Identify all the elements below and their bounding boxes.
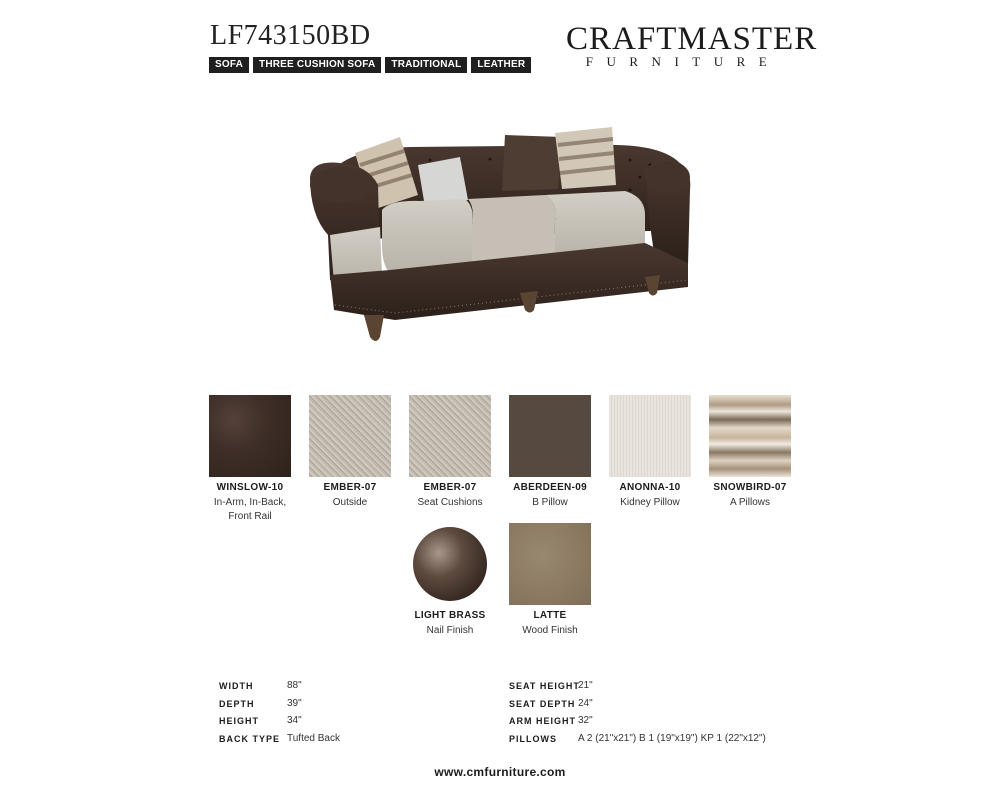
swatch-ember-07-seat [409, 395, 491, 477]
tag-traditional: TRADITIONAL [385, 57, 467, 73]
swatch-desc-anonna-10: Kidney Pillow [620, 497, 680, 508]
spec-key-back-type: BACK TYPE [219, 734, 281, 744]
swatch-name-ember-07-outside: EMBER-07 [323, 482, 377, 493]
spec-value-height: 34" [287, 715, 302, 726]
swatch-aberdeen-09 [509, 395, 591, 477]
tag-three-cushion-sofa: THREE CUSHION SOFA [253, 57, 381, 73]
swatch-name-snowbird-07: SNOWBIRD-07 [713, 482, 787, 493]
brand-name: CRAFTMASTER [566, 21, 818, 57]
swatch-desc-ember-07-outside: Outside [332, 497, 368, 508]
spec-key-seat-depth: SEAT DEPTH [509, 699, 576, 709]
spec-key-width: WIDTH [219, 681, 254, 691]
swatch-desc-snowbird-07: A Pillows [729, 497, 770, 508]
sofa-image [300, 115, 700, 350]
swatch-name-anonna-10: ANONNA-10 [619, 482, 681, 493]
swatch-snowbird-07 [709, 395, 791, 477]
swatch-desc-latte: Wood Finish [522, 625, 578, 636]
spec-value-seat-height: 21" [578, 680, 593, 691]
swatch-latte-wood [509, 523, 591, 605]
website-link[interactable]: www.cmfurniture.com [434, 765, 566, 779]
swatch-name-ember-07-seat: EMBER-07 [423, 482, 477, 493]
swatch-name-latte: LATTE [533, 610, 567, 621]
swatch-ember-07-outside [309, 395, 391, 477]
spec-key-height: HEIGHT [219, 716, 260, 726]
tag-leather: LEATHER [471, 57, 531, 73]
tag-sofa: SOFA [209, 57, 249, 73]
product-sku: LF743150BD [210, 20, 371, 51]
spec-key-depth: DEPTH [219, 699, 255, 709]
spec-value-pillows: A 2 (21"x21") B 1 (19"x19") KP 1 (22"x12") [578, 733, 766, 744]
product-tags [209, 57, 531, 73]
spec-value-back-type: Tufted Back [287, 733, 340, 744]
brand-logo [566, 21, 818, 69]
swatch-name-aberdeen-09: ABERDEEN-09 [513, 482, 587, 493]
brand-subtitle: FURNITURE [585, 54, 781, 69]
swatch-desc-light-brass: Nail Finish [426, 625, 474, 636]
spec-key-seat-height: SEAT HEIGHT [509, 681, 580, 691]
swatch-name-light-brass: LIGHT BRASS [414, 610, 486, 621]
spec-value-arm-height: 32" [578, 715, 593, 726]
swatch-winslow-10 [209, 395, 291, 477]
swatch-desc-winslow-10: In-Arm, In-Back, Front Rail [213, 497, 287, 522]
spec-value-seat-depth: 24" [578, 698, 593, 709]
swatch-desc-ember-07-seat: Seat Cushions [417, 497, 483, 508]
spec-key-arm-height: ARM HEIGHT [509, 716, 576, 726]
spec-key-pillows: PILLOWS [509, 734, 557, 744]
swatch-desc-aberdeen-09: B Pillow [532, 497, 568, 508]
spec-value-depth: 39" [287, 698, 302, 709]
swatch-light-brass-nail [413, 527, 487, 601]
swatch-name-winslow-10: WINSLOW-10 [216, 482, 284, 493]
swatch-anonna-10 [609, 395, 691, 477]
spec-value-width: 88" [287, 680, 302, 691]
